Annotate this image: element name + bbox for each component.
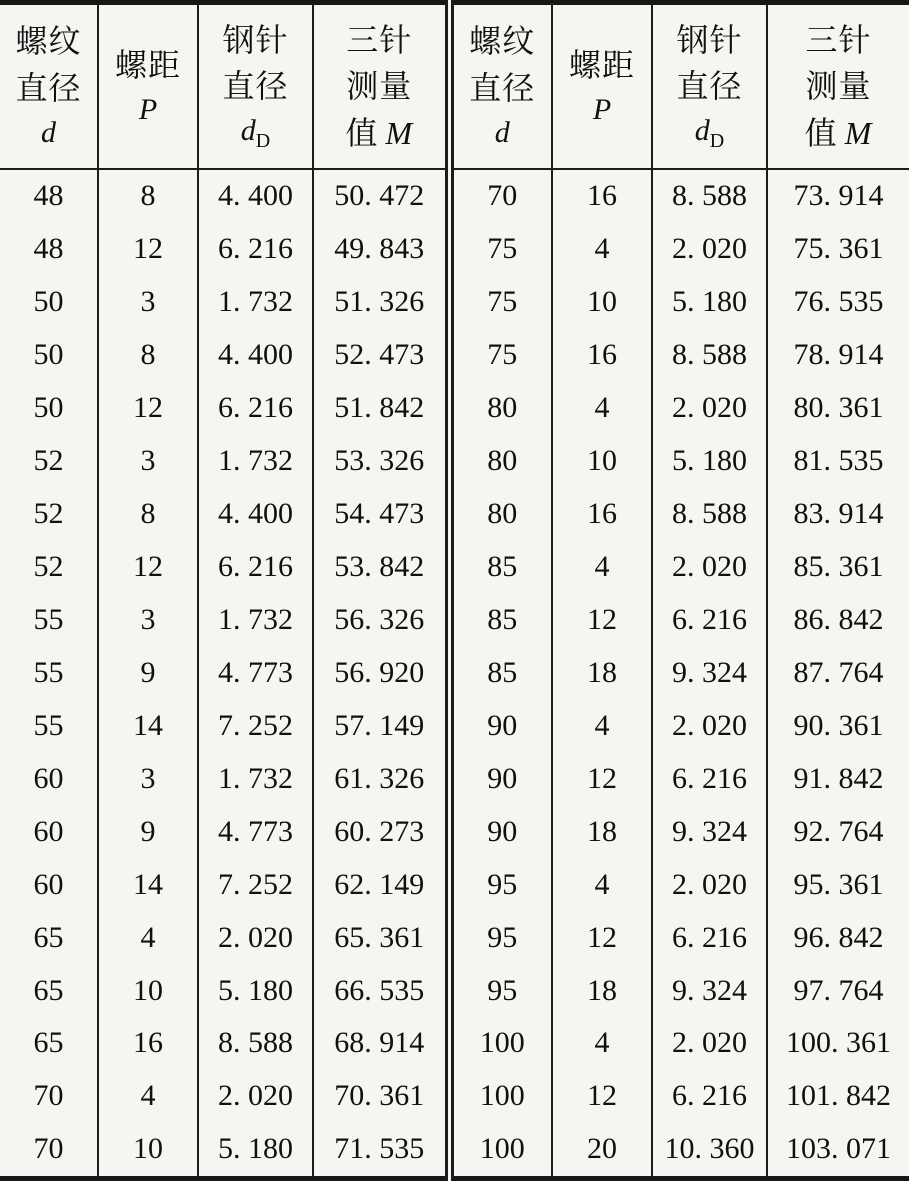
table-cell: 100 (449, 1017, 552, 1070)
header-text: 直径 (469, 69, 536, 106)
header-text: 三针 (346, 21, 413, 58)
table-cell: 86. 842 (767, 594, 909, 647)
table-cell: 2. 020 (652, 541, 767, 594)
table-cell: 4 (552, 223, 652, 276)
table-cell: 85 (449, 646, 552, 699)
table-cell: 50. 472 (313, 169, 449, 223)
table-cell: 4 (98, 911, 198, 964)
table-cell: 2. 020 (652, 1017, 767, 1070)
table-row (0, 911, 909, 964)
table-cell: 95. 361 (767, 858, 909, 911)
header-symbol: d (41, 116, 56, 150)
table-cell: 91. 842 (767, 752, 909, 805)
table-row (0, 805, 909, 858)
table-cell: 52 (33, 444, 64, 478)
table-cell: 52 (33, 497, 64, 531)
table-row (0, 1070, 909, 1123)
table-header (0, 3, 909, 170)
table-cell: 6. 216 (652, 1070, 767, 1123)
table-cell: 51. 842 (313, 382, 449, 435)
table-cell: 97. 764 (767, 964, 909, 1017)
table-cell: 55 (33, 708, 64, 742)
table-cell: 4. 400 (198, 329, 313, 382)
table-cell: 48 (33, 179, 64, 213)
table-cell: 6. 216 (652, 752, 767, 805)
table-cell: 8. 588 (198, 1017, 313, 1070)
table-cell: 20 (552, 1123, 652, 1179)
table-cell: 2. 020 (198, 911, 313, 964)
table-cell: 2. 020 (652, 699, 767, 752)
table-cell: 4 (552, 1017, 652, 1070)
table-cell: 16 (98, 1017, 198, 1070)
header-thread-diameter-right (449, 3, 552, 170)
table-cell: 6. 216 (198, 223, 313, 276)
table-cell: 90 (449, 752, 552, 805)
header-text: 直径 (15, 69, 82, 106)
table-cell: 10. 360 (652, 1123, 767, 1179)
header-text: 钢针 (676, 21, 743, 58)
table-cell: 52. 473 (313, 329, 449, 382)
table-cell: 70 (33, 1132, 64, 1166)
header-pitch-right (552, 3, 652, 170)
table-cell: 16 (552, 488, 652, 541)
table-cell: 100 (449, 1070, 552, 1123)
table-cell: 60. 273 (313, 805, 449, 858)
table-cell: 12 (98, 382, 198, 435)
table-cell: 53. 326 (313, 435, 449, 488)
table-cell: 80 (449, 435, 552, 488)
table-cell: 6. 216 (652, 911, 767, 964)
table-cell: 55 (33, 602, 64, 636)
header-symbol: P (138, 92, 158, 126)
table-cell: 66. 535 (313, 964, 449, 1017)
header-symbol: P (592, 92, 612, 126)
table-cell: 83. 914 (767, 488, 909, 541)
table-cell: 95 (449, 858, 552, 911)
table-cell: 12 (98, 541, 198, 594)
table-cell: 5. 180 (198, 1123, 313, 1179)
table-cell: 10 (98, 964, 198, 1017)
table-row (0, 488, 909, 541)
header-text: 测量 (805, 68, 872, 105)
table-cell: 71. 535 (313, 1123, 449, 1179)
table-cell: 12 (552, 594, 652, 647)
table-cell: 90 (449, 805, 552, 858)
table-cell: 81. 535 (767, 435, 909, 488)
table-cell: 8 (98, 488, 198, 541)
table-cell: 10 (98, 1123, 198, 1179)
table-cell: 16 (552, 169, 652, 223)
table-cell: 85. 361 (767, 541, 909, 594)
table-cell: 70. 361 (313, 1070, 449, 1123)
table-cell: 12 (552, 752, 652, 805)
table-cell: 3 (98, 752, 198, 805)
header-text: 螺纹 (15, 23, 82, 60)
table-cell: 65. 361 (313, 911, 449, 964)
table-cell: 50 (33, 338, 64, 372)
table-cell: 95 (449, 964, 552, 1017)
table-cell: 1. 732 (198, 752, 313, 805)
table-cell: 60 (33, 761, 64, 795)
header-text: 三针 (805, 21, 872, 58)
table-cell: 95 (449, 911, 552, 964)
table-cell: 8. 588 (652, 488, 767, 541)
table-cell: 9. 324 (652, 646, 767, 699)
table-cell: 2. 020 (652, 223, 767, 276)
table-row (0, 964, 909, 1017)
table-cell: 87. 764 (767, 646, 909, 699)
table-cell: 60 (33, 867, 64, 901)
header-text: 直径 (222, 68, 289, 104)
table-cell: 90 (449, 699, 552, 752)
table-cell: 3 (98, 435, 198, 488)
table-cell: 7. 252 (198, 699, 313, 752)
table-cell: 4. 400 (198, 169, 313, 223)
header-text: 螺纹 (469, 23, 536, 60)
header-text: 测量 (346, 68, 413, 105)
header-text: 直径 (676, 68, 743, 104)
header-pin-diameter-right (652, 3, 767, 170)
header-measurement-right (767, 3, 909, 170)
table-cell: 62. 149 (313, 858, 449, 911)
table-cell: 50 (33, 285, 64, 319)
table-row (0, 541, 909, 594)
header-text: 螺距 (114, 46, 181, 83)
table-row (0, 382, 909, 435)
table-row (0, 1017, 909, 1070)
table-cell: 2. 020 (652, 858, 767, 911)
table-cell: 92. 764 (767, 805, 909, 858)
table-cell: 4. 773 (198, 646, 313, 699)
table-cell: 8 (98, 329, 198, 382)
table-cell: 70 (33, 1079, 64, 1113)
table-cell: 9 (98, 646, 198, 699)
table-row (0, 858, 909, 911)
table-cell: 4. 400 (198, 488, 313, 541)
table-body (0, 169, 909, 1179)
table-cell: 90. 361 (767, 699, 909, 752)
header-pitch-left (98, 3, 198, 170)
table-row (0, 435, 909, 488)
table-row (0, 594, 909, 647)
table-cell: 3 (98, 276, 198, 329)
table-cell: 56. 920 (313, 646, 449, 699)
table-cell: 5. 180 (652, 276, 767, 329)
table-cell: 4 (552, 541, 652, 594)
table-row (0, 169, 909, 223)
table-cell: 6. 216 (198, 382, 313, 435)
table-row (0, 752, 909, 805)
table-cell: 4 (552, 699, 652, 752)
table-cell: 55 (33, 655, 64, 689)
table-cell: 78. 914 (767, 329, 909, 382)
header-symbol: d (494, 116, 510, 150)
table-cell: 9. 324 (652, 805, 767, 858)
table-cell: 8. 588 (652, 329, 767, 382)
table-cell: 9 (98, 805, 198, 858)
table-cell: 4. 773 (198, 805, 313, 858)
table-cell: 70 (449, 169, 552, 223)
table-cell: 103. 071 (767, 1123, 909, 1179)
header-symbol: $d_D$ (694, 114, 725, 153)
table-row (0, 699, 909, 752)
table-cell: 6. 216 (652, 594, 767, 647)
table-cell: 56. 326 (313, 594, 449, 647)
table-cell: 4 (552, 382, 652, 435)
table-cell: 73. 914 (767, 169, 909, 223)
header-thread-diameter-left (0, 3, 98, 170)
table-cell: 75. 361 (767, 223, 909, 276)
table-row (0, 1123, 909, 1179)
table-cell: 96. 842 (767, 911, 909, 964)
header-text: 螺距 (568, 46, 635, 83)
table-cell: 4 (98, 1070, 198, 1123)
table-cell: 68. 914 (313, 1017, 449, 1070)
table-cell: 57. 149 (313, 699, 449, 752)
table-cell: 5. 180 (652, 435, 767, 488)
table-cell: 8. 588 (652, 169, 767, 223)
table-cell: 85 (449, 541, 552, 594)
table-cell: 50 (33, 391, 64, 425)
table-cell: 53. 842 (313, 541, 449, 594)
header-pin-diameter-left (198, 3, 313, 170)
table-cell: 1. 732 (198, 435, 313, 488)
table-cell: 7. 252 (198, 858, 313, 911)
header-symbol: 值 M (804, 114, 873, 151)
table-cell: 1. 732 (198, 276, 313, 329)
header-text: 钢针 (222, 21, 289, 58)
table-cell: 75 (449, 276, 552, 329)
table-cell: 5. 180 (198, 964, 313, 1017)
table-cell: 10 (552, 435, 652, 488)
table-cell: 65 (33, 973, 64, 1007)
header-symbol: 值 M (345, 114, 414, 151)
table-cell: 14 (98, 858, 198, 911)
table-cell: 100 (449, 1123, 552, 1179)
table-cell: 12 (98, 223, 198, 276)
table-cell: 65 (33, 1026, 64, 1060)
table-cell: 12 (552, 1070, 652, 1123)
header-symbol: $d_D$ (240, 114, 271, 153)
table-cell: 101. 842 (767, 1070, 909, 1123)
table-cell: 2. 020 (198, 1070, 313, 1123)
table-cell: 6. 216 (198, 541, 313, 594)
table-cell: 80 (449, 488, 552, 541)
table-cell: 65 (33, 920, 64, 954)
table-cell: 75 (449, 329, 552, 382)
table-cell: 8 (98, 169, 198, 223)
table-cell: 18 (552, 646, 652, 699)
table-cell: 10 (552, 276, 652, 329)
header-measurement-left (313, 3, 449, 170)
table-cell: 49. 843 (313, 223, 449, 276)
table-cell: 85 (449, 594, 552, 647)
table-cell: 48 (33, 232, 64, 266)
table-row (0, 646, 909, 699)
table-cell: 80 (449, 382, 552, 435)
table-cell: 75 (449, 223, 552, 276)
table-cell: 51. 326 (313, 276, 449, 329)
table-row (0, 329, 909, 382)
table-cell: 3 (98, 594, 198, 647)
table-cell: 61. 326 (313, 752, 449, 805)
table-cell: 18 (552, 964, 652, 1017)
table-cell: 54. 473 (313, 488, 449, 541)
table-cell: 14 (98, 699, 198, 752)
table-cell: 2. 020 (652, 382, 767, 435)
table-cell: 60 (33, 814, 64, 848)
table-cell: 4 (552, 858, 652, 911)
table-cell: 16 (552, 329, 652, 382)
table-cell: 1. 732 (198, 594, 313, 647)
header-row (0, 3, 909, 170)
table-row (0, 223, 909, 276)
table-cell: 18 (552, 805, 652, 858)
table-cell: 76. 535 (767, 276, 909, 329)
table-cell: 9. 324 (652, 964, 767, 1017)
table-cell: 52 (33, 550, 64, 584)
table-cell: 12 (552, 911, 652, 964)
table-cell: 80. 361 (767, 382, 909, 435)
table-row (0, 276, 909, 329)
table-cell: 100. 361 (767, 1017, 909, 1070)
